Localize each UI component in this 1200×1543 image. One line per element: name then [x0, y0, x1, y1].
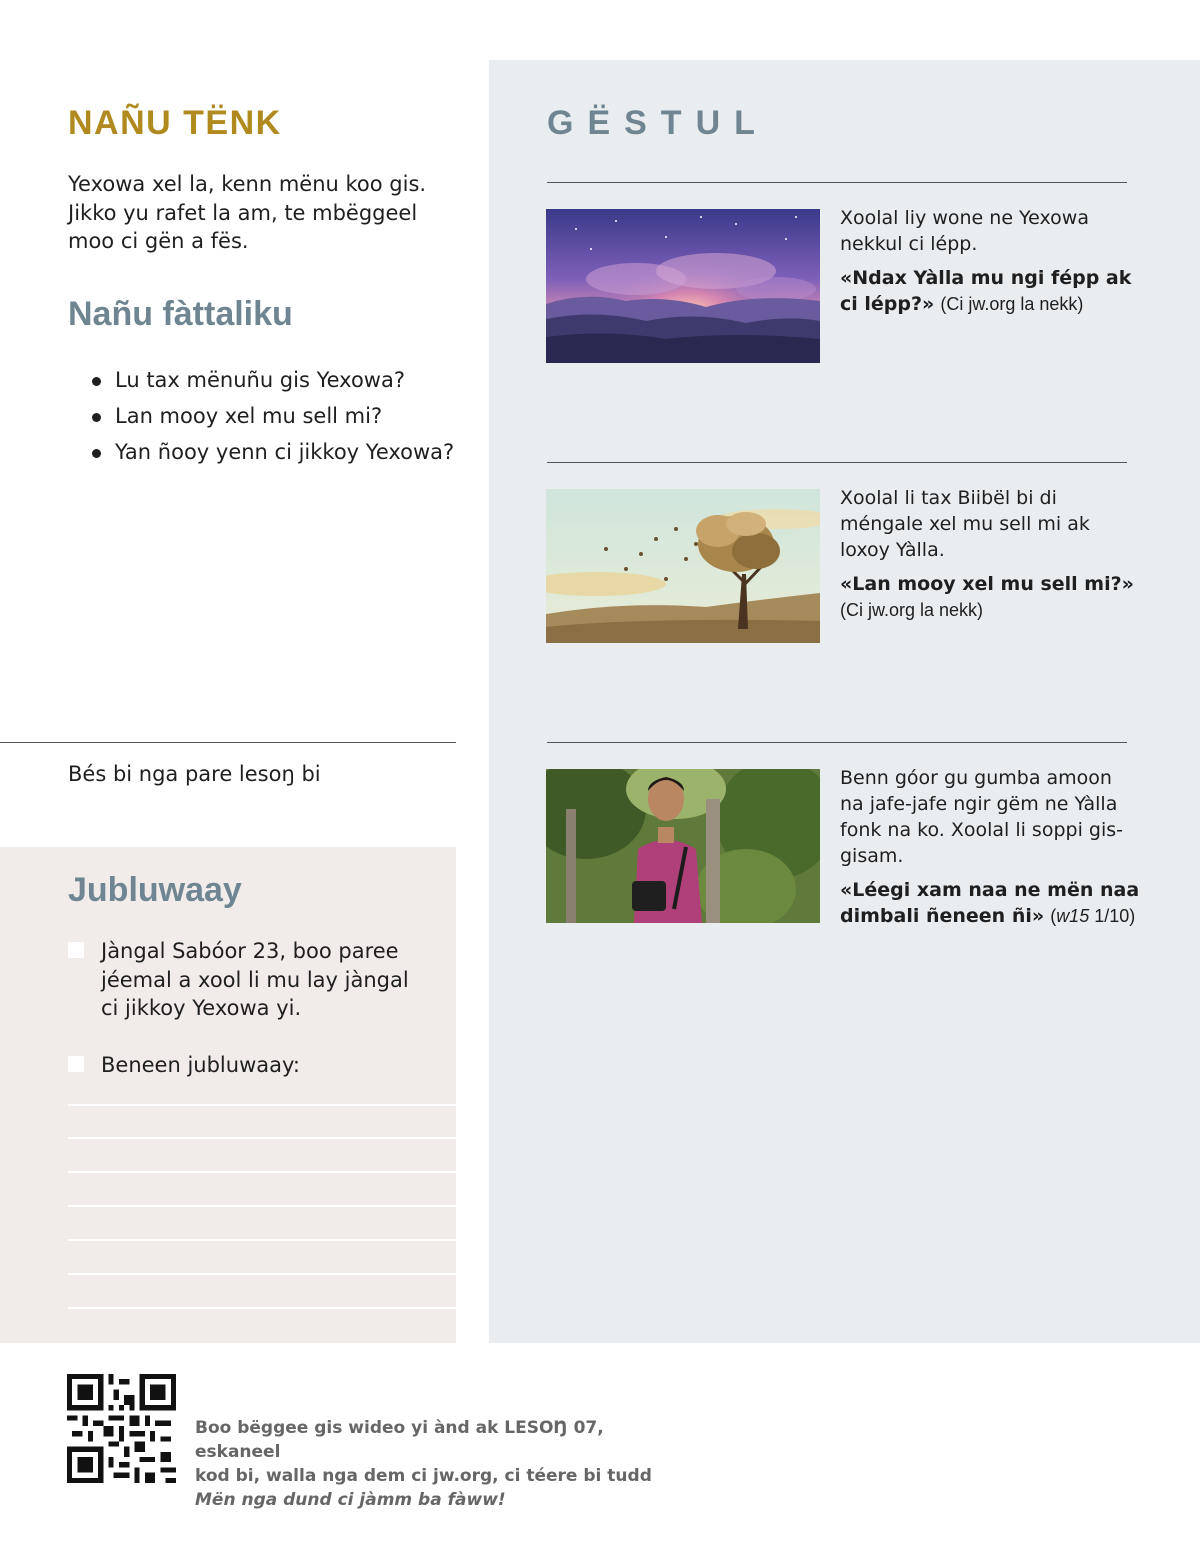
review-question: Lan mooy xel mu sell mi?	[92, 398, 454, 434]
resource-source: (Ci jw.org la nekk)	[840, 600, 984, 620]
resource-link[interactable]: «Léegi xam naa ne mën naa dimbali ñeneen ñi»	[840, 879, 1140, 927]
resource-card	[840, 485, 1140, 623]
writing-line[interactable]	[68, 1171, 456, 1173]
review-questions-list	[92, 362, 454, 470]
divider	[547, 182, 1127, 183]
footer-text	[195, 1416, 695, 1512]
divider	[0, 742, 456, 743]
book-title: Mën nga dund ci jàmm ba fàww!	[195, 1490, 506, 1510]
writing-line[interactable]	[68, 1239, 456, 1241]
tree-in-wind-image[interactable]	[546, 489, 820, 643]
divider	[547, 742, 1127, 743]
summary-text: Yexowa xel la, kenn mënu koo gis. Jikko yu rafet la am, te mbëggeel moo ci gën a fës.	[68, 172, 427, 253]
resource-description: Benn góor gu gumba amoon na jafe-jafe ngir gëm ne Yàlla fonk na ko. Xoolal li soppi gis-gisam.	[840, 767, 1123, 867]
goals-panel	[0, 847, 456, 1343]
writing-line[interactable]	[68, 1104, 456, 1106]
goal-text: Jàngal Sabóor 23, boo paree jéemal a xool li mu lay jàngal ci jikkoy Yexowa yi.	[101, 939, 409, 1020]
writing-line[interactable]	[68, 1273, 456, 1275]
resource-link[interactable]: «Ndax Yàlla mu ngi fépp ak ci lépp?»	[840, 267, 1132, 315]
footer-line: kod bi, walla nga dem ci jw.org, ci téere bi tudd	[195, 1466, 652, 1486]
checkbox-icon[interactable]	[68, 1056, 84, 1072]
goal-text: Beneen jubluwaay:	[101, 1053, 300, 1077]
resource-card	[840, 205, 1140, 317]
explore-title: GËSTUL	[547, 104, 769, 142]
resource-source: (Ci jw.org la nekk)	[940, 294, 1084, 314]
completion-date-label: Bés bi nga pare lesoŋ bi	[68, 762, 321, 786]
footer-line: Boo bëggee gis wideo yi ànd ak LESOŊ 07, eskaneel	[195, 1418, 604, 1462]
resource-link[interactable]: «Lan mooy xel mu sell mi?»	[840, 573, 1134, 595]
checkbox-icon[interactable]	[68, 942, 84, 958]
writing-line[interactable]	[68, 1307, 456, 1309]
goal-item[interactable]	[68, 1051, 428, 1080]
resource-description: Xoolal liy wone ne Yexowa nekkul ci lépp.	[840, 207, 1089, 255]
resource-card	[840, 765, 1140, 929]
resource-description: Xoolal li tax Biibël bi di méngale xel mu sell mi ak loxoy Yàlla.	[840, 487, 1090, 561]
resource-source: (w15 1/10)	[1050, 906, 1136, 926]
summary-title: NAÑU TËNK	[68, 104, 282, 142]
night-sky-sunrise-image[interactable]	[546, 209, 820, 363]
review-question: Yan ñooy yenn ci jikkoy Yexowa?	[92, 434, 454, 470]
qr-code-icon[interactable]	[67, 1374, 176, 1483]
explore-panel	[489, 60, 1200, 1343]
man-portrait-image[interactable]	[546, 769, 820, 923]
divider	[547, 462, 1127, 463]
goals-title: Jubluwaay	[68, 871, 242, 909]
goal-item[interactable]	[68, 937, 428, 1023]
review-question: Lu tax mënuñu gis Yexowa?	[92, 362, 454, 398]
review-questions-title: Nañu fàttaliku	[68, 295, 293, 333]
writing-line[interactable]	[68, 1137, 456, 1139]
writing-line[interactable]	[68, 1205, 456, 1207]
